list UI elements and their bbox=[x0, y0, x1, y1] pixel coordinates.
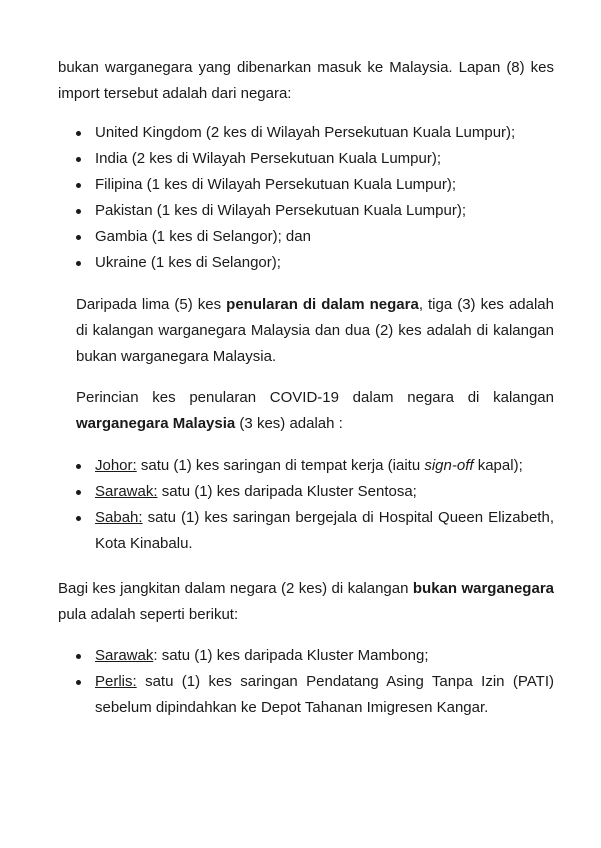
bullet-icon bbox=[76, 680, 81, 685]
bullet-icon bbox=[76, 654, 81, 659]
list-item: Sarawak: satu (1) kes daripada Kluster Mambong; bbox=[95, 643, 554, 669]
list-item: Perlis: satu (1) kes saringan Pendatang Asing Tanpa Izin (PATI) sebelum dipindahkan ke Depot Tahanan Imigresen Kangar. bbox=[95, 669, 554, 721]
list-item: Sarawak: satu (1) kes daripada Kluster Sentosa; bbox=[95, 479, 554, 505]
noncitizen-case-list bbox=[95, 643, 554, 721]
bullet-icon bbox=[76, 261, 81, 266]
bullet-icon bbox=[76, 157, 81, 162]
bullet-icon bbox=[76, 131, 81, 136]
list-item: India (2 kes di Wilayah Persekutuan Kuala Lumpur); bbox=[95, 146, 565, 172]
bullet-icon bbox=[76, 209, 81, 214]
list-item: Filipina (1 kes di Wilayah Persekutuan Kuala Lumpur); bbox=[95, 172, 565, 198]
bullet-icon bbox=[76, 235, 81, 240]
bullet-icon bbox=[76, 183, 81, 188]
paragraph-noncitizen-intro: Bagi kes jangkitan dalam negara (2 kes) di kalangan bukan warganegara pula adalah seperti berikut: bbox=[58, 580, 554, 623]
list-item: Pakistan (1 kes di Wilayah Persekutuan Kuala Lumpur); bbox=[95, 198, 565, 224]
list-item: Johor: satu (1) kes saringan di tempat kerja (iaitu sign-off kapal); bbox=[95, 453, 554, 479]
paragraph-import-intro: bukan warganegara yang dibenarkan masuk ke Malaysia. Lapan (8) kes import tersebut adalah dari negara: bbox=[58, 59, 554, 102]
list-item: United Kingdom (2 kes di Wilayah Persekutuan Kuala Lumpur); bbox=[95, 120, 565, 146]
list-item: Sabah: satu (1) kes saringan bergejala di Hospital Queen Elizabeth, Kota Kinabalu. bbox=[95, 505, 554, 557]
list-item: Ukraine (1 kes di Selangor); bbox=[95, 250, 565, 276]
paragraph-citizen-details: Perincian kes penularan COVID-19 dalam negara di kalangan warganegara Malaysia (3 kes) adalah : bbox=[76, 389, 554, 432]
import-case-list bbox=[95, 120, 565, 276]
citizen-case-list bbox=[95, 453, 554, 557]
bullet-icon bbox=[76, 464, 81, 469]
paragraph-local-transmission: Daripada lima (5) kes penularan di dalam negara, tiga (3) kes adalah di kalangan warganegara Malaysia dan dua (2) kes adalah di kalangan bukan warganegara Malaysia. bbox=[76, 296, 554, 365]
bullet-icon bbox=[76, 516, 81, 521]
list-item: Gambia (1 kes di Selangor); dan bbox=[95, 224, 565, 250]
bullet-icon bbox=[76, 490, 81, 495]
